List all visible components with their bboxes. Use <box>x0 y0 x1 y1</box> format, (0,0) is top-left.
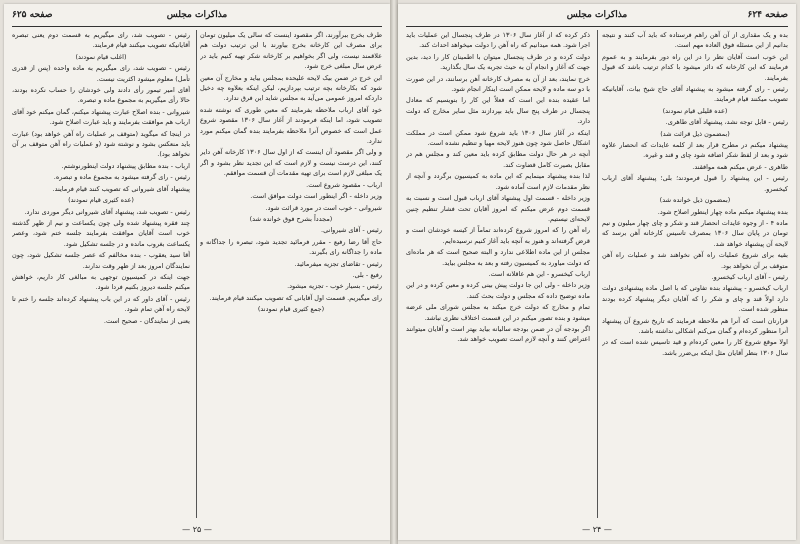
paragraph: طرف بخرج ببرآورند، اگر مقصود اینست که سالی یک میلیون تومان برای مصرف این کارخانه بخرج بیاورند با این ترتیب دولت هم علاقمند نیست، ولی اگر بخواهیم بر کارخانه شکر تهیه کنیم باید در عرض سال مبلغی خرج شود. <box>200 31 382 71</box>
left-page <box>4 4 390 540</box>
paragraph: رئیس - رای گرفته میشود به پیشنهاد آقای حاج شیخ بیات، آقایانیکه تصویب میکنند قیام فرمایند. <box>602 85 788 104</box>
paragraph: بده و یک مقداری از آن آهن راهم فرستاده که باید آب کنند و نتیجه بدانیم از این مسئله فوق العاده مهم است. <box>602 31 788 50</box>
paragraph: اگر بودجه آن در ضمن بودجه سالیانه بیاید بهتر است و آقایان میتوانند اعتراض کنند و آنچه لازم است تصویب خواهد شد. <box>406 324 590 344</box>
paragraph: آقا سید یعقوب - بنده مخالفم که عصر جلسه تشکیل شود، چون نمایندگان امروز بعد از ظهر وقت ندارند. <box>12 251 190 270</box>
paragraph: آقای امیر تیمور رأی دادند ولی خودشان را حساب نکرده بودند، حالا رأی میگیریم به مجموع ماده و تبصره. <box>12 86 190 105</box>
paragraph: ارباب کیخسرو - این هم عاقلانه است. <box>488 269 590 278</box>
left-page-folio: — ۲۵ — <box>182 525 212 534</box>
right-page-column-divider <box>597 30 598 518</box>
left-header-rule <box>12 26 382 27</box>
paragraph: رئیس - قابل توجه نشد، پیشنهاد آقای طاهری. <box>665 118 788 127</box>
paragraph: رفیع - بلی. <box>352 270 382 279</box>
paragraph: لذا بنده پیشنهاد مینمایم که این ماده به کمیسیون برگردد و آنچه از نظر مقدمات لازم است آماده شود. <box>406 172 590 191</box>
paragraph: (اغلب قیام نمودند) <box>75 52 127 61</box>
paragraph: رئیس - تصویب شد، پیشنهاد آقای شیروانی دیگر موردی ندارد. <box>24 207 190 216</box>
paragraph: بقیه برای شروع عملیات راه آهن نخواهند شد و عملیات راه آهن متوقف بر آن نخواهد بود. <box>602 251 788 270</box>
paragraph: وزیر داخله - قسمت اول پیشنهاد آقای ارباب قبول است و نسبت به قسمت دوم عرض میکنم که امروز آقایان تحت فشار تنظیم چنین لایحه‌ای نیستیم. <box>406 194 590 223</box>
paragraph: رئیس - بسیار خوب - تجزیه میشود. <box>287 282 382 291</box>
paragraph: رئیس - آقای شیروانی. <box>321 226 382 235</box>
paragraph: (بمضمون ذیل قرائت شد) <box>660 129 730 138</box>
right-page-number: صفحه ۶۲۴ <box>747 10 788 20</box>
left-page-right-column <box>200 30 382 518</box>
paragraph: وزیر داخله - ولی این جا دولت پیش بینی کرده و معین کرده و در این ماده توضیح داده که مجلس و دولت بحث کنند. <box>406 281 590 300</box>
paragraph: دولت کرده و در ظرف پنجسال میتوان با اطمینان کار را دید، بدین جهت که آغاز و انجام آن به حیث تجربه یک سال بگذارید. <box>406 52 590 72</box>
paragraph: اولا موقع شروع کار را معین کرده‌ام و قید تاسیس شده است که در سال ۱۳۰۶ بنظر آقایان مثل اینکه بی‌ضرر باشد. <box>602 338 788 357</box>
paragraph: شیروانی - بنده اصلاح عبارت پیشنهاد میکنم، گمان میکنم خود آقای ارباب هم موافقت بفرمایند و باید عبارت اصلاح شود. <box>12 107 190 127</box>
paragraph: طاهری - عرض میکنم همه موافقند. <box>692 162 788 171</box>
paragraph: (عده کثیری قیام نمودند) <box>68 196 134 205</box>
paragraph: رئیس - این پیشنهاد را قبول فرمودند؛ بلی؛ پیشنهاد آقای ارباب کیخسرو. <box>602 174 788 193</box>
paragraph: ارباب - بنده مطابق پیشنهاد دولت اینطورنوشتم. <box>61 161 190 170</box>
paragraph: (بمضمون ذیل خوانده شد) <box>659 196 731 205</box>
paragraph: ذکر کرده که از آغاز سال ۱۳۰۶ در ظرف پنجسال این عملیات باید اجرا شود. همه میدانیم که راه آهن را دولت میخواهد احداث کند. <box>406 31 590 50</box>
right-page-left-column <box>406 30 590 518</box>
right-header-rule <box>406 26 788 27</box>
paragraph: رئیس - تصویب شد، رای میگیریم به ماده واحده (پس از قدری تأمل) معلوم میشود اکثریت نیست. <box>12 64 190 83</box>
paragraph: رئیس - تقاضای تجزیه میفرمائید. <box>294 259 382 268</box>
paragraph: ارباب - مقصود شروع است. <box>306 180 382 189</box>
book-gutter <box>390 0 398 544</box>
paragraph: پیشنهاد آقای شیروانی که تصویب کنند قیام فرمایند. <box>52 184 190 193</box>
paragraph: جهت اینکه در کمیسیون توجهی به مبالغی کار داریم، خواهش میکنم جلسه دیروز بکنیم فردا شود. <box>12 272 190 292</box>
paragraph: پیشنهاد میکنم در مطرح قرار بعد از کلمه عایدات که انحصار علاوه شود و بعد از لفظ شکر اضافه شود چای و قند و غیره. <box>602 141 788 160</box>
paragraph: ارباب کیخسرو - پیشنهاد بنده تفاوتی که با اصل ماده پیشنهادی دولت دارد اولاً قند و چای و شکر را که آقایان دیگر پیشنهاد کرده بودند منظور شده است. <box>602 284 788 314</box>
paragraph: تمام و مخارج که دولت خرج میکند به مجلس شورای ملی عرضه میشود و بنده تصور میکنم در این قسمت اختلاف نظری نباشد. <box>406 303 590 322</box>
paragraph: قرارتان است که آنرا هم ملاحظه فرمایند که تاریخ شروع آن پیشنهاد آنرا منظور کرده‌ام و گمان می‌کنم اشکالی نداشته باشد. <box>602 316 788 335</box>
paragraph: راه آهن را که امروز شروع کرده‌اند تماماً از کیسه خودشان است و قرض گرفته‌اند و هنوز به آنچه باید آغاز کنیم نرسیده‌ایم. <box>406 226 590 245</box>
paragraph: اینکه در آغاز سال ۱۳۰۶ باید شروع شود ممکن است در مملکت اشکال حاصل شود چون هنوز لایحه مهیا و تنظیم نشده است. <box>406 128 590 148</box>
left-page-left-column <box>12 30 190 518</box>
paragraph: خرج نمایند، بعد از آن به مصرف کارخانه آهن برسانند، در این صورت با دو سه ماده و لایحه ممکن است اینکار انجام شود. <box>406 74 590 94</box>
paragraph: بنده پیشنهاد میکنم ماده چهار اینطور اصلاح شود. <box>657 207 788 216</box>
paragraph: رئیس - تصویب شد، رای میگیریم به قسمت دوم یعنی تبصره آقایانیکه تصویب میکنند قیام فرمایند. <box>12 31 190 50</box>
left-page-header <box>12 10 382 24</box>
paragraph: وزیر داخله - اگر اینطور است دولت موافق است. <box>250 192 382 201</box>
paragraph: رئیس - آقای داور که در این باب پیشنهاد کرده‌اند جلسه را ختم تا لایحه راه آهن تمام شود. <box>12 294 190 314</box>
paragraph: مجلس از این ماده اطلاعی ندارد و البته صحیح است که هر ماده‌ای که دولت میاورد به کمیسیون رفته و بعد به مجلس بیاید. <box>406 248 590 267</box>
paragraph: ماده ۴ - از وجوه عایدات انحصار قند و شکر و چای چهار میلیون و نیم تومان در پایان سال ۱۳۰۶ بمصرف تاسیس کارخانه آهن برسد که لایحه آن پیشنهاد خواهد شد. <box>602 218 788 248</box>
right-page-running-title: مذاکرات مجلس <box>566 10 628 20</box>
right-page <box>398 4 796 540</box>
right-page-header <box>406 10 788 24</box>
paragraph: رئیس - رای گرفته میشود به مجموع ماده و تبصره. <box>53 173 190 182</box>
left-page-number: صفحه ۶۲۵ <box>12 10 53 20</box>
right-page-right-column <box>602 30 788 518</box>
paragraph: و ولی اگر مقصود آن اینست که از اول سال ۱۳۰۶ کارخانه آهن دایر کنند، این درست نیست و لازم است که این تجدید نظر بشود و اگر یک مبلغی لازم است برای تهیه مقدمات آن قسمت موافقم. <box>200 148 382 178</box>
paragraph: رئیس - آقای ارباب کیخسرو. <box>711 272 788 281</box>
paragraph: آنچه در هر حال دولت مطابق کرده باید معین کند و مجلس هم در مقابل بصیرت کامل قضاوت کند. <box>406 150 590 169</box>
paragraph: (مجدداً بشرح فوق خوانده شد) <box>249 214 333 223</box>
paragraph: یعنی از نمایندگان - صحیح است. <box>103 316 190 325</box>
paragraph: اما عقیده بنده این است که فعلاً این کار را بنویسیم که معادل پنجسال در ظرف پنج سال باید بپردازند مثل سایر مخارج که دولت دارد. <box>406 96 590 126</box>
paragraph: این خوب است آقایان نظر را در این راه دور بفرمایند و به عموم فرمایند که این کارخانه که دائر میشود با کدام ترتیب باشد که قبول بفرمایند. <box>602 52 788 82</box>
paragraph: حاج آقا رضا رفیع - مقرر فرمائید تجدید شود، تبصره را جداگانه و ماده را جداگانه رای بگیرند. <box>200 237 382 257</box>
paragraph: رای میگیریم. قسمت اول آقایانی که تصویب میکنند قیام فرمایند. <box>209 293 382 302</box>
left-page-column-divider <box>196 30 197 518</box>
paragraph: چند فقره پیشنهاد شده ولی چون یکساعت و نیم از ظهر گذشته خوب است آقایان موافقت بفرمایند جلسه ختم شود، وعصر یکساعت بغروب مانده و در جلسه تشکیل شود. <box>12 218 190 248</box>
paragraph: این خرج در ضمن بیک لایحه علیحده بمجلس بیاید و مخارج آن معین شود که بکارخانه بچه ترتیب بپردازیم، لیکن اینکه بعلاوه چه دخیل داردکه امروز عمومی می‌آید به مجلس شاید این فرق ندارد. <box>200 73 382 103</box>
paragraph: خود آقای ارباب ملاحظه بفرمایند که معین طوری که نوشته شده تصویب شود، اما اینکه فرمودند از آغاز سال ۱۳۰۶ مقصود شروع عمل است که خصوص آنرا ملاحظه بفرمایند بنده گمان میکنم مورد ندارد. <box>200 105 382 146</box>
paragraph: (جمع کثیری قیام نمودند) <box>257 305 325 314</box>
right-page-folio: — ۲۴ — <box>582 525 612 534</box>
left-page-running-title: مذاکرات مجلس <box>166 10 228 20</box>
paragraph: در اینجا که میگوید (متوقف بر عملیات راه آهن خواهد بود) عبارت باید منعکس بشود و نوشته شود (و عملیات راه آهن متوقف بر آن نخواهد بود). <box>12 129 190 159</box>
paragraph: شیروانی - خوب است در مورد قرائت شود. <box>265 203 382 212</box>
paragraph: (عده قلیلی قیام نمودند) <box>662 106 728 115</box>
